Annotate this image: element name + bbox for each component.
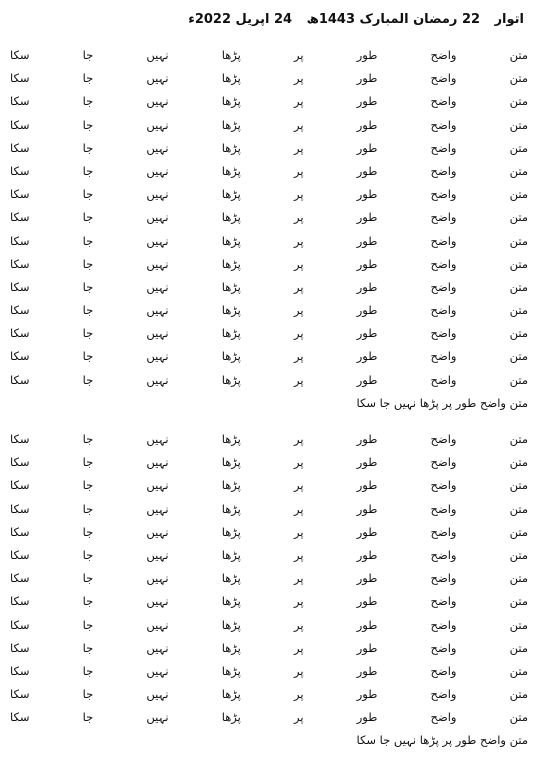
dateline-gregorian: 24 اپریل 2022ء	[188, 12, 293, 27]
article-line: متن واضح طور پر پڑھا نہیں جا سکا	[10, 687, 528, 702]
article-line: متن واضح طور پر پڑھا نہیں جا سکا	[10, 501, 528, 516]
dateline-day: اتوار	[494, 12, 524, 27]
article-line: متن واضح طور پر پڑھا نہیں جا سکا	[10, 71, 528, 86]
article-line: متن واضح طور پر پڑھا نہیں جا سکا	[10, 163, 528, 178]
article-line: متن واضح طور پر پڑھا نہیں جا سکا	[10, 256, 528, 271]
article-line: متن واضح طور پر پڑھا نہیں جا سکا	[10, 432, 528, 446]
article-line: متن واضح طور پر پڑھا نہیں جا سکا	[10, 455, 528, 470]
article-line: متن واضح طور پر پڑھا نہیں جا سکا	[10, 279, 528, 294]
article-line: متن واضح طور پر پڑھا نہیں جا سکا	[10, 349, 528, 364]
article-line: متن واضح طور پر پڑھا نہیں جا سکا	[10, 617, 528, 632]
article-1	[10, 44, 528, 415]
article-line: متن واضح طور پر پڑھا نہیں جا سکا	[10, 663, 528, 678]
article-line: متن واضح طور پر پڑھا نہیں جا سکا	[10, 372, 528, 387]
article-line: متن واضح طور پر پڑھا نہیں جا سکا	[10, 48, 528, 62]
article-line: متن واضح طور پر پڑھا نہیں جا سکا	[10, 94, 528, 109]
article-line: متن واضح طور پر پڑھا نہیں جا سکا	[10, 117, 528, 132]
article-line: متن واضح طور پر پڑھا نہیں جا سکا	[10, 210, 528, 225]
article-line: متن واضح طور پر پڑھا نہیں جا سکا	[10, 524, 528, 539]
article-line: متن واضح طور پر پڑھا نہیں جا سکا	[10, 710, 528, 725]
article-line: متن واضح طور پر پڑھا نہیں جا سکا	[10, 140, 528, 155]
article-line: متن واضح طور پر پڑھا نہیں جا سکا	[10, 571, 528, 586]
article-line: متن واضح طور پر پڑھا نہیں جا سکا	[10, 547, 528, 562]
article-line: متن واضح طور پر پڑھا نہیں جا سکا	[10, 640, 528, 655]
article-line: متن واضح طور پر پڑھا نہیں جا سکا	[356, 395, 528, 410]
article-line: متن واضح طور پر پڑھا نہیں جا سکا	[10, 594, 528, 609]
dateline-hijri: 22 رمضان المبارک 1443ھ	[306, 12, 481, 27]
article-line: متن واضح طور پر پڑھا نہیں جا سکا	[10, 187, 528, 202]
article-2	[10, 428, 528, 753]
dateline	[14, 10, 524, 30]
article-line: متن واضح طور پر پڑھا نہیں جا سکا	[356, 733, 528, 748]
article-line: متن واضح طور پر پڑھا نہیں جا سکا	[10, 478, 528, 493]
article-line: متن واضح طور پر پڑھا نہیں جا سکا	[10, 303, 528, 318]
article-line: متن واضح طور پر پڑھا نہیں جا سکا	[10, 326, 528, 341]
article-line: متن واضح طور پر پڑھا نہیں جا سکا	[10, 233, 528, 248]
